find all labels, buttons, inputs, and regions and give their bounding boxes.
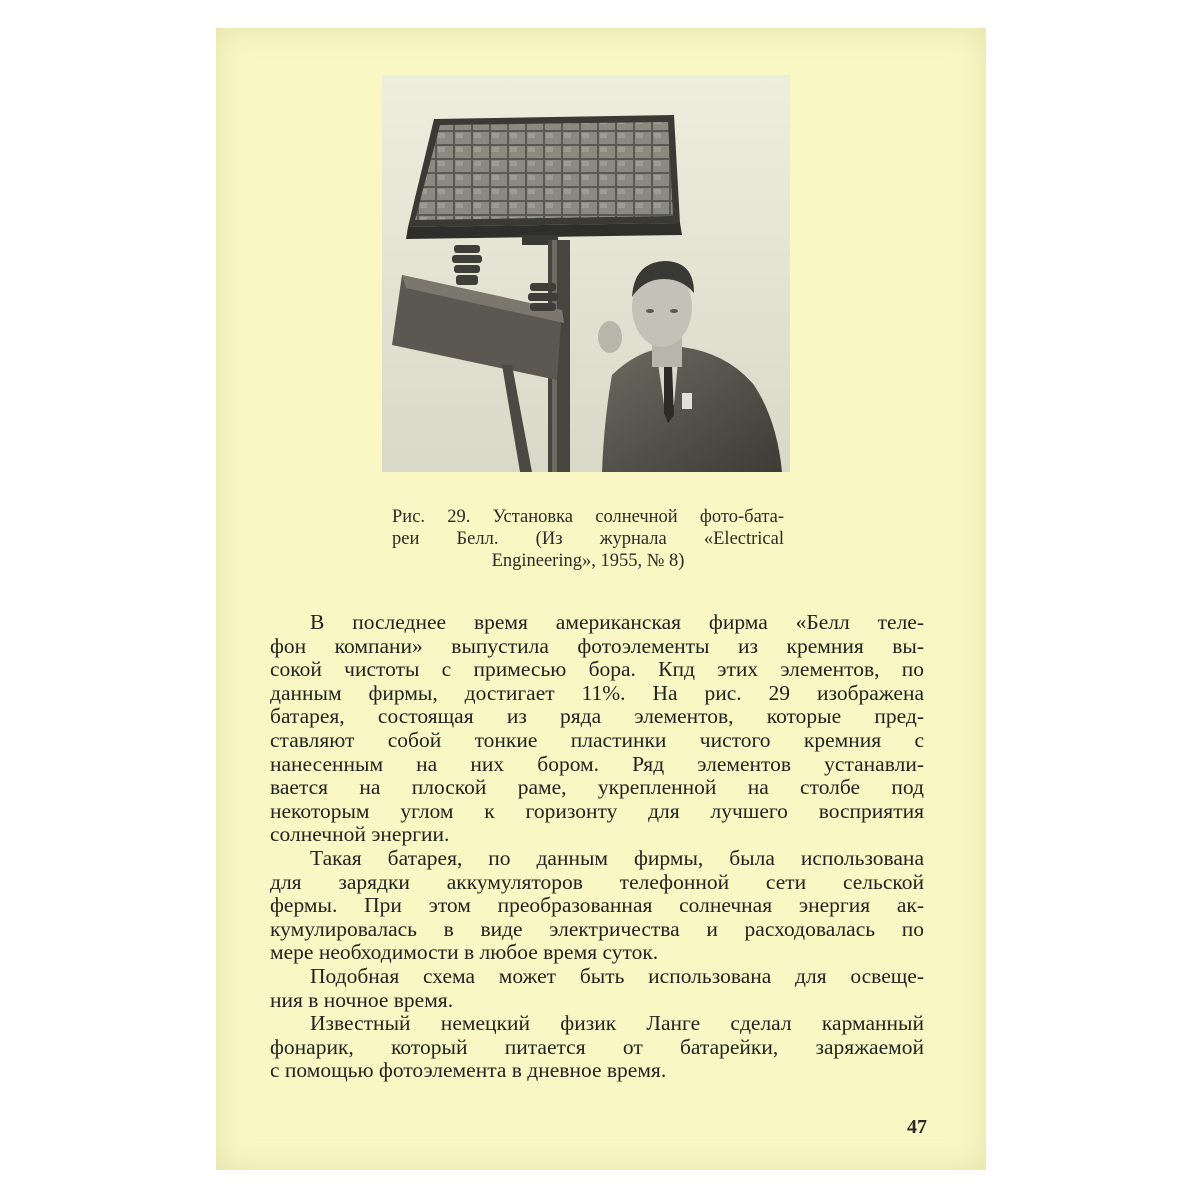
- figure-photo: [382, 75, 790, 472]
- text-line: фонарик, который питается от батарейки, заряжаемой: [270, 1034, 924, 1059]
- text-line: мере необходимости в любое время суток.: [270, 940, 659, 965]
- caption-line: реи Белл. (Из журнала «Electrical: [392, 529, 784, 549]
- text-line: Такая батарея, по данным фирмы, была использована: [310, 845, 924, 870]
- book-page: [216, 28, 986, 1170]
- text-line: фермы. При этом преобразованная солнечная энергия ак-: [270, 893, 924, 918]
- text-line: нанесенным на них бором. Ряд элементов устанавли-: [270, 751, 924, 776]
- solar-panel-photo: [382, 75, 790, 472]
- caption-line: Рис. 29. Установка солнечной фото-бата-: [392, 507, 784, 527]
- page-number: 47: [907, 1116, 927, 1138]
- text-line: батарея, состоящая из ряда элементов, которые пред-: [270, 704, 924, 729]
- body-text: [270, 611, 924, 1083]
- text-line: с помощью фотоэлемента в дневное время.: [270, 1058, 667, 1083]
- paragraph: [270, 1012, 924, 1083]
- text-line: данным фирмы, достигает 11%. На рис. 29 изображена: [270, 680, 924, 705]
- text-line: солнечной энергии.: [270, 822, 450, 847]
- text-line: кумулировалась в виде электричества и расходовалась по: [270, 916, 924, 941]
- text-line: Подобная схема может быть использована для освеще-: [310, 963, 924, 988]
- text-line: ставляют собой тонкие пластинки чистого кремния с: [270, 727, 924, 752]
- paragraph: [270, 847, 924, 965]
- text-line: ния в ночное время.: [270, 987, 454, 1012]
- text-line: Известный немецкий физик Ланге сделал карманный: [310, 1011, 924, 1036]
- paragraph: [270, 611, 924, 847]
- text-line: фон компани» выпустила фотоэлементы из кремния вы-: [270, 633, 924, 658]
- text-line: В последнее время американская фирма «Белл теле-: [310, 610, 924, 634]
- text-line: вается на плоской раме, укрепленной на столбе под: [270, 775, 924, 800]
- figure-caption: [392, 506, 784, 572]
- caption-line: Engineering», 1955, № 8): [491, 551, 685, 571]
- text-line: для зарядки аккумуляторов телефонной сети сельской: [270, 869, 924, 894]
- paragraph: [270, 965, 924, 1012]
- text-line: сокой чистоты с примесью бора. Кпд этих элементов, по: [270, 657, 924, 682]
- text-line: некоторым углом к горизонту для лучшего восприятия: [270, 798, 924, 823]
